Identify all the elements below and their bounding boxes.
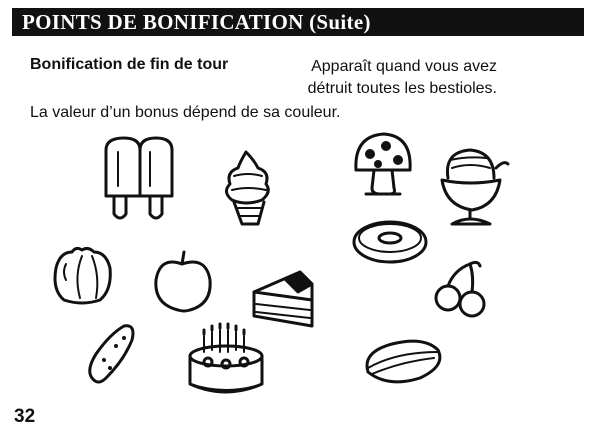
apple-icon [156, 252, 210, 311]
section-title: POINTS DE BONIFICATION (Suite) [22, 10, 371, 34]
eclair-icon [367, 341, 440, 382]
popsicle-icon [106, 138, 172, 218]
cherries-icon [436, 262, 484, 316]
sundae-icon [442, 150, 508, 224]
cake-slice-icon [254, 272, 312, 326]
birthday-cake-icon [190, 324, 262, 392]
page-number: 32 [14, 406, 36, 427]
pepper-icon [55, 248, 110, 303]
mushroom-icon [356, 134, 410, 194]
bonus-description: Apparaît quand vous avez détruit toutes les bestioles. [307, 58, 497, 97]
pickle-icon [90, 326, 133, 382]
donut-icon [354, 222, 426, 262]
bonus-term: Bonification de fin de tour [30, 56, 229, 73]
color-note: La valeur d’un bonus dépend de sa couleur. [30, 104, 341, 121]
ice-cream-cone-icon [226, 152, 268, 224]
